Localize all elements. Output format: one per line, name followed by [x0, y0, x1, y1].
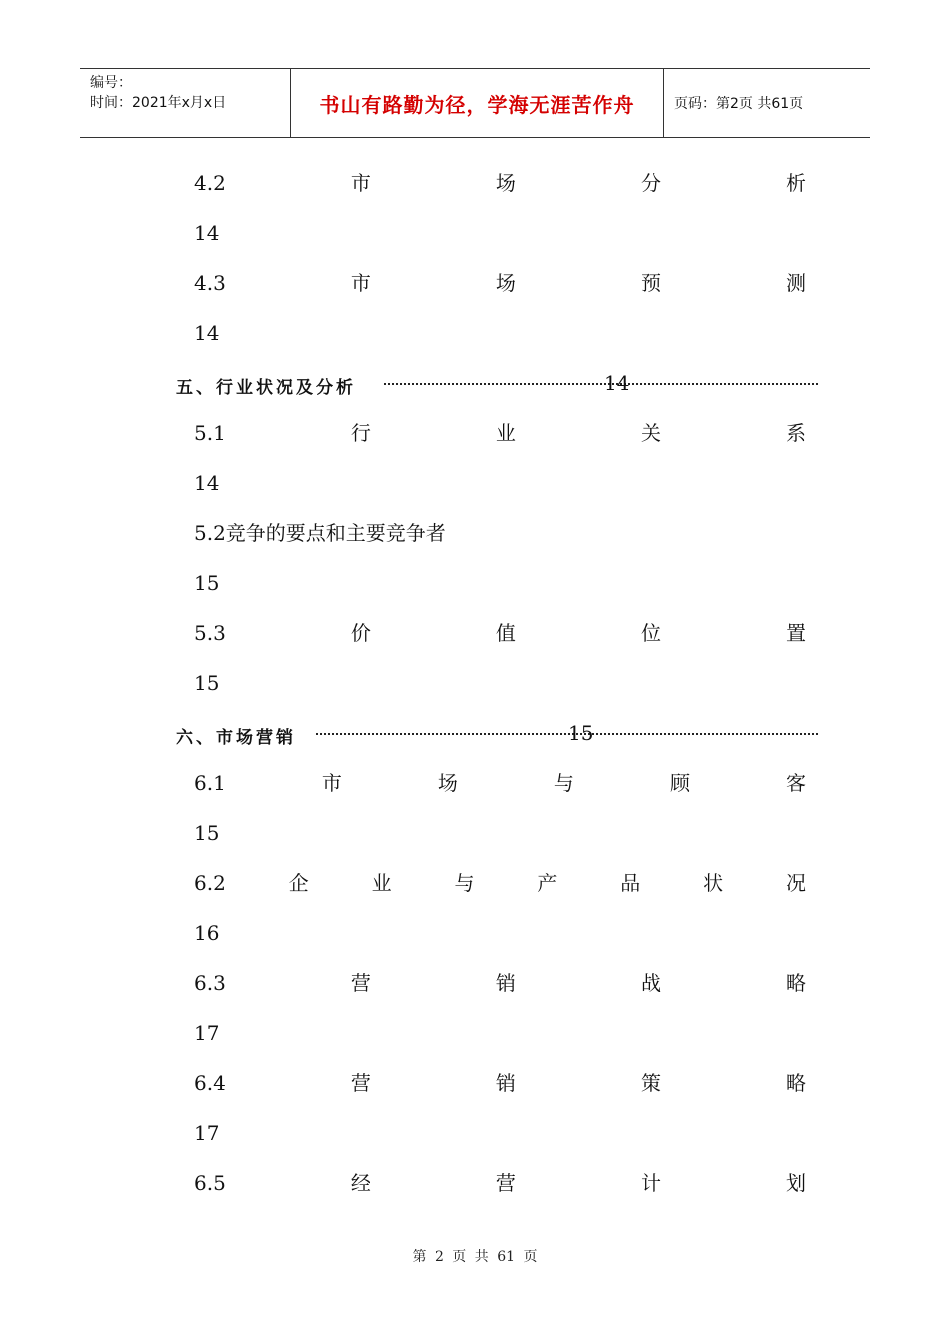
- title-char: 业: [495, 421, 516, 445]
- page-number: 15: [194, 671, 220, 695]
- title-char: 价: [350, 621, 371, 645]
- title-char: 与: [553, 771, 574, 795]
- title-char: 场: [495, 171, 516, 195]
- title-char: 况: [785, 871, 806, 895]
- title-char: 市: [350, 271, 371, 295]
- page-number: 17: [194, 1021, 220, 1045]
- section-number: 4.3: [194, 271, 226, 295]
- title-char: 划: [786, 1171, 806, 1195]
- time-label: 时间：2021年x月x日: [90, 95, 227, 111]
- toc-chapter-5: [176, 370, 818, 396]
- title-char: 关: [640, 421, 661, 445]
- section-number: 6.2: [194, 871, 226, 895]
- page-number: 15: [194, 821, 220, 845]
- page-footer: 第 2 页 共 61 页: [412, 1249, 538, 1265]
- toc-entry-5-1: [194, 420, 806, 446]
- title-char: 企: [288, 871, 309, 895]
- toc-chapter-6: [176, 720, 818, 746]
- dot-leader: [384, 383, 818, 385]
- title-char: 分: [640, 171, 661, 195]
- title-char: 战: [640, 971, 661, 995]
- title-char: 产: [537, 871, 558, 895]
- section-number: 4.2: [194, 171, 226, 195]
- motto: 书山有路勤为径，学海无涯苦作舟: [290, 69, 664, 137]
- toc-entry-6-4: [194, 1070, 806, 1096]
- chapter-page-number: 14: [604, 371, 630, 395]
- toc-entry-5-3: [194, 620, 806, 646]
- page-number: 14: [194, 221, 220, 245]
- title-char: 品: [620, 871, 641, 895]
- title-char: 业: [371, 871, 392, 895]
- title-char: 系: [786, 421, 806, 445]
- title-char: 营: [350, 1071, 371, 1095]
- title-char: 状: [703, 871, 724, 895]
- title-char: 置: [786, 621, 806, 645]
- title-char: 顾: [669, 771, 690, 795]
- title-char: 策: [640, 1071, 661, 1095]
- title-char: 位: [640, 621, 661, 645]
- title-char: 销: [495, 1071, 516, 1095]
- title-char: 行: [350, 421, 371, 445]
- title-char: 营: [350, 971, 371, 995]
- toc-entry-4-2: [194, 170, 806, 196]
- toc-entry-6-2: [194, 870, 806, 896]
- page-number: 17: [194, 1121, 220, 1145]
- toc-entry-4-3: [194, 270, 806, 296]
- toc-entry-6-1: [194, 770, 806, 796]
- section-number: 6.3: [194, 971, 226, 995]
- title-char: 场: [495, 271, 516, 295]
- section-number: 6.1: [194, 771, 226, 795]
- title-char: 营: [495, 1171, 516, 1195]
- page-number: 16: [194, 921, 220, 945]
- title-char: 市: [321, 771, 342, 795]
- toc-entry-6-3: [194, 970, 806, 996]
- title-char: 销: [495, 971, 516, 995]
- title-char: 预: [640, 271, 661, 295]
- title-char: 测: [786, 271, 806, 295]
- page-number: 15: [194, 571, 220, 595]
- title-char: 略: [786, 1071, 806, 1095]
- toc-entry-6-5: [194, 1170, 806, 1196]
- chapter-title: 六、市场营销: [176, 723, 296, 748]
- page-number: 14: [194, 321, 220, 345]
- page-info: 页码：第2页 共61页: [674, 96, 804, 112]
- section-number: 6.4: [194, 1071, 226, 1095]
- title-char: 客: [785, 771, 806, 795]
- chapter-title: 五、行业状况及分析: [176, 373, 356, 398]
- title-char: 与: [454, 871, 475, 895]
- serial-label: 编号：: [90, 75, 132, 91]
- title-char: 析: [786, 171, 806, 195]
- title-char: 计: [640, 1171, 661, 1195]
- section-number: 6.5: [194, 1171, 226, 1195]
- title-char: 值: [495, 621, 516, 645]
- toc-entry-5-2: 5.2竞争的要点和主要竞争者: [194, 521, 446, 545]
- page-number: 14: [194, 471, 220, 495]
- section-number: 5.1: [194, 421, 226, 445]
- dot-leader: [316, 733, 818, 735]
- title-char: 场: [437, 771, 458, 795]
- section-number: 5.3: [194, 621, 226, 645]
- title-char: 市: [350, 171, 371, 195]
- title-char: 略: [786, 971, 806, 995]
- title-char: 经: [350, 1171, 371, 1195]
- chapter-page-number: 15: [568, 721, 594, 745]
